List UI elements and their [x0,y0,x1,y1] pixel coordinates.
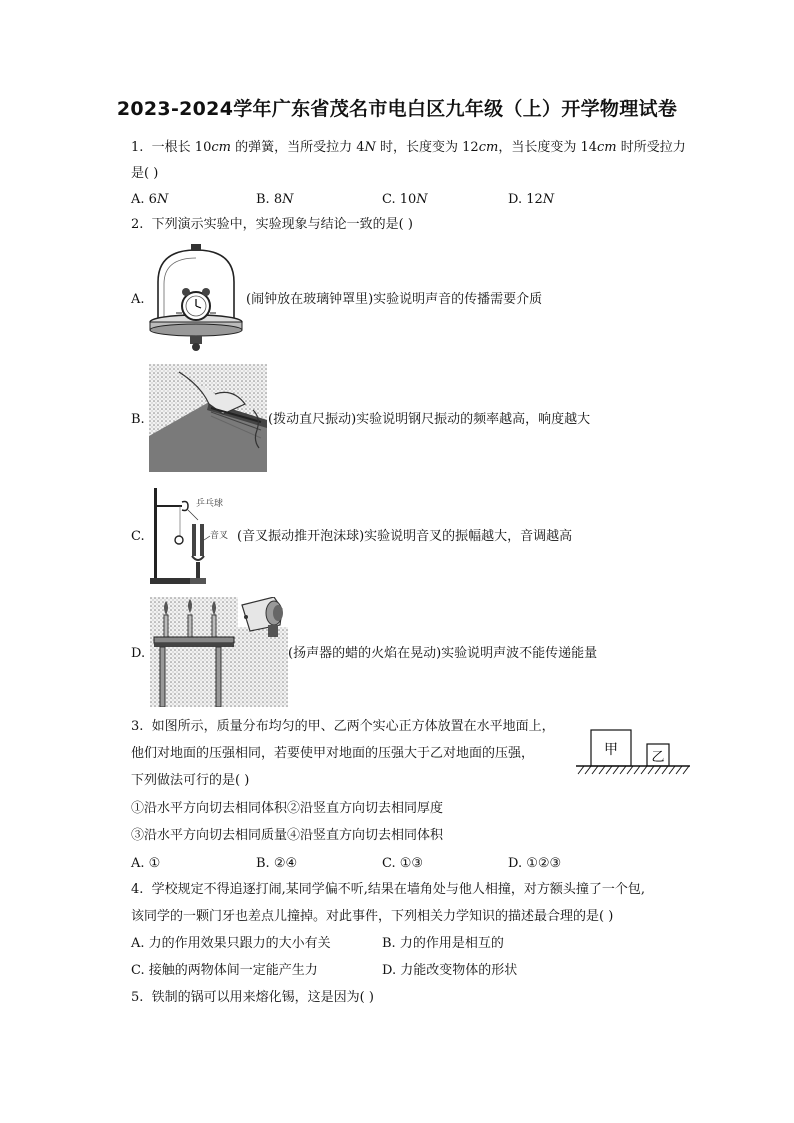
q2-option-a-label[interactable]: A. [131,292,145,307]
question-3-stem: 3. 如图所示，质量分布均匀的甲、乙两个实心正方体放置在水平地面上， [131,719,555,734]
question-4-stem: 4. 学校规定不得追逐打闹,某同学偏不听,结果在墙角处与他人相撞，对方额头撞了一个包, [131,882,646,897]
q1-text-d: ，当长度变为 14 [498,140,597,155]
q2-option-d-label[interactable]: D. [131,646,146,661]
label-jia: 甲 [604,742,618,758]
speaker-candles-figure [150,597,288,707]
unit-cm: cm [597,140,617,155]
q4-option-b[interactable]: B. 力的作用是相互的 [382,936,504,951]
q2-option-d-text: (扬声器的蜡的火焰在晃动)实验说明声波不能传递能量 [288,646,598,661]
q4-option-c[interactable]: C. 接触的两物体间一定能产生力 [131,963,318,978]
q1-text-c: 时，长度变为 12 [375,140,479,155]
question-5-stem: 5. 铁制的锅可以用来熔化锡，这是因为( ) [131,990,374,1005]
q3-option-a[interactable]: A. ① [131,856,161,871]
question-3-line4: ①沿水平方向切去相同体积②沿竖直方向切去相同厚度 [131,801,444,816]
ruler-vibration-figure [149,364,267,472]
q1-text-e: 时所受拉力 [616,140,686,155]
question-1-stem-line2: 是( ) [131,166,159,181]
label-tuning-fork: 音叉 [210,531,229,541]
q1-number: 1. [131,140,144,155]
label-ping-pong: 乒乓球 [196,499,224,509]
q2-option-c-text: (音叉振动推开泡沫球)实验说明音叉的振幅越大，音调越高 [237,529,573,544]
q2-option-b-text: (拨动直尺振动)实验说明钢尺振动的频率越高，响度越大 [268,412,591,427]
q3-option-c[interactable]: C. ①③ [382,856,424,871]
question-3-line3: 下列做法可行的是( ) [131,773,250,788]
q1-option-a[interactable]: A. 6N [131,192,169,207]
q3-option-b[interactable]: B. ②④ [256,856,298,871]
question-3-line2: 他们对地面的压强相同，若要使甲对地面的压强大于乙对地面的压强， [131,746,535,761]
unit-cm: cm [478,140,499,155]
q1-text-b: 的弹簧，当所受拉力 4 [230,140,365,155]
bell-jar-figure [146,242,246,354]
q1-option-c[interactable]: C. 10N [382,192,428,207]
page-title: 2023-2024学年广东省茂名市电白区九年级（上）开学物理试卷 [116,98,678,120]
q1-option-d[interactable]: D. 12N [508,192,555,207]
q4-option-d[interactable]: D. 力能改变物体的形状 [382,963,518,978]
cubes-figure [574,728,692,776]
question-1-stem [131,139,686,157]
question-4-line2: 该同学的一颗门牙也差点儿撞掉。对此事件，下列相关力学知识的描述最合理的是( ) [131,909,614,924]
tuning-fork-figure [148,484,238,588]
q2-option-c-label[interactable]: C. [131,529,145,544]
unit-cm: cm [211,140,231,155]
question-3-line5: ③沿水平方向切去相同质量④沿竖直方向切去相同体积 [131,828,444,843]
label-yi: 乙 [651,750,665,765]
ground-hatch [578,766,689,774]
q2-option-b-label[interactable]: B. [131,412,145,427]
q2-option-a-text: (闹钟放在玻璃钟罩里)实验说明声音的传播需要介质 [246,292,543,307]
q1-option-b[interactable]: B. 8N [256,192,294,207]
q4-option-a[interactable]: A. 力的作用效果只跟力的大小有关 [131,936,331,951]
q1-text-a: 一根长 10 [151,140,212,155]
q3-option-d[interactable]: D. ①②③ [508,856,562,871]
question-2-stem: 2. 下列演示实验中，实验现象与结论一致的是( ) [131,217,413,232]
unit-n: N [364,140,376,155]
